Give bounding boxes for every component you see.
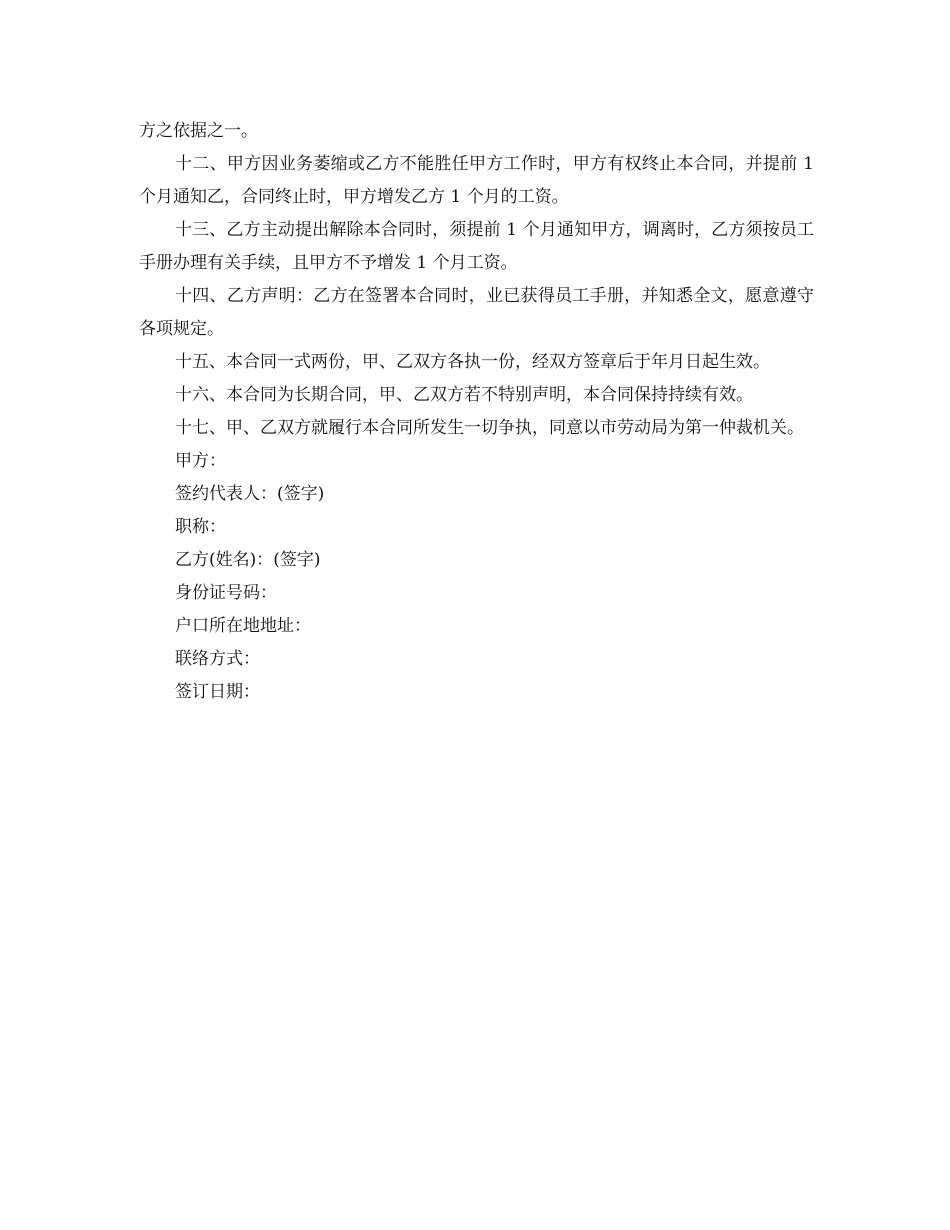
party-b-name-signature-field: 乙方(姓名)：(签字) xyxy=(175,550,321,570)
signing-date-field: 签订日期： xyxy=(175,682,260,702)
clause-14: 十四、乙方声明：乙方在签署本合同时，业已获得员工手册，并知悉全文，愿意遵守各项规定。 xyxy=(139,286,814,339)
clause-12: 十二、甲方因业务萎缩或乙方不能胜任甲方工作时，甲方有权终止本合同，并提前 1 个月通知乙，合同终止时，甲方增发乙方 1 个月的工资。 xyxy=(139,154,814,207)
representative-signature-field: 签约代表人：(签字) xyxy=(175,484,325,504)
clause-13: 十三、乙方主动提出解除本合同时，须提前 1 个月通知甲方，调离时，乙方须按员工手册办理有关手续，且甲方不予增发 1 个月工资。 xyxy=(139,220,814,273)
contact-field: 联络方式： xyxy=(175,649,260,669)
household-address-field: 户口所在地地址： xyxy=(175,616,311,636)
id-number-field: 身份证号码： xyxy=(175,583,277,603)
party-a-field: 甲方： xyxy=(175,451,226,471)
paragraph-continuation: 方之依据之一。 xyxy=(139,121,258,141)
clause-16: 十六、本合同为长期合同，甲、乙双方若不特别声明，本合同保持持续有效。 xyxy=(175,385,753,405)
clause-15: 十五、本合同一式两份，甲、乙双方各执一份，经双方签章后于年月日起生效。 xyxy=(175,352,770,372)
job-title-field: 职称： xyxy=(175,517,226,537)
document-body xyxy=(139,115,814,709)
clause-17: 十七、甲、乙双方就履行本合同所发生一切争执，同意以市劳动局为第一仲裁机关。 xyxy=(175,418,804,438)
